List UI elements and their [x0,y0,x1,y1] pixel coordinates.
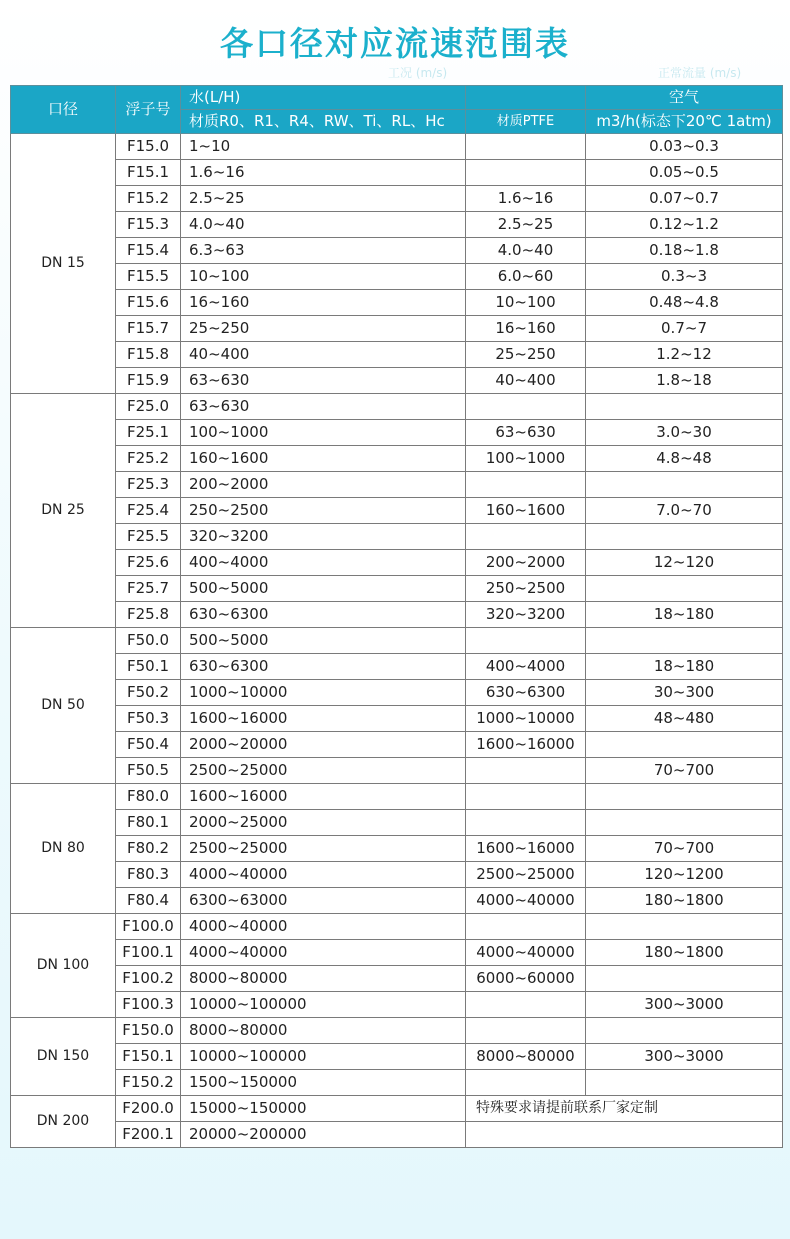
caliber-cell: DN 25 [11,394,116,628]
float-number-cell: F150.2 [116,1070,181,1096]
ptfe-range-cell [466,160,586,186]
water-range-cell: 1~10 [181,134,466,160]
water-range-cell: 2000~25000 [181,810,466,836]
water-range-cell: 2.5~25 [181,186,466,212]
air-range-cell: 180~1800 [586,940,783,966]
water-range-cell: 400~4000 [181,550,466,576]
float-number-cell: F15.1 [116,160,181,186]
caliber-cell: DN 200 [11,1096,116,1148]
air-range-cell: 0.48~4.8 [586,290,783,316]
caliber-cell: DN 80 [11,784,116,914]
water-range-cell: 160~1600 [181,446,466,472]
float-number-cell: F50.2 [116,680,181,706]
ptfe-range-cell: 4000~40000 [466,940,586,966]
table-row [11,212,783,238]
water-range-cell: 4000~40000 [181,862,466,888]
float-number-cell: F15.6 [116,290,181,316]
float-number-cell: F25.8 [116,602,181,628]
ptfe-range-cell: 250~2500 [466,576,586,602]
float-number-cell: F200.1 [116,1122,181,1148]
table-row [11,940,783,966]
float-number-cell: F15.5 [116,264,181,290]
table-row [11,758,783,784]
header-air: 空气 [586,86,783,110]
air-range-cell: 300~3000 [586,992,783,1018]
header-water: 水(L/H) [181,86,466,110]
table-row [11,784,783,810]
table-row [11,394,783,420]
caliber-cell: DN 100 [11,914,116,1018]
water-range-cell: 63~630 [181,368,466,394]
float-number-cell: F80.2 [116,836,181,862]
table-row [11,1018,783,1044]
water-range-cell: 630~6300 [181,602,466,628]
ptfe-range-cell: 1600~16000 [466,732,586,758]
table-row [11,342,783,368]
caliber-cell: DN 15 [11,134,116,394]
table-row [11,680,783,706]
float-number-cell: F15.2 [116,186,181,212]
water-range-cell: 63~630 [181,394,466,420]
ptfe-range-cell [466,524,586,550]
water-range-cell: 25~250 [181,316,466,342]
air-range-cell: 18~180 [586,602,783,628]
table-row [11,1122,783,1148]
ptfe-range-cell [466,914,586,940]
water-range-cell: 15000~150000 [181,1096,466,1122]
ptfe-range-cell: 400~4000 [466,654,586,680]
ptfe-range-cell: 63~630 [466,420,586,446]
ptfe-range-cell [466,394,586,420]
float-number-cell: F15.8 [116,342,181,368]
air-range-cell [586,784,783,810]
flow-range-table [10,85,783,1148]
air-range-cell: 70~700 [586,758,783,784]
water-range-cell: 6300~63000 [181,888,466,914]
air-range-cell [586,394,783,420]
air-range-cell: 0.18~1.8 [586,238,783,264]
ptfe-range-cell: 40~400 [466,368,586,394]
air-range-cell: 0.07~0.7 [586,186,783,212]
ptfe-range-cell: 630~6300 [466,680,586,706]
table-row [11,1044,783,1070]
table-row [11,992,783,1018]
water-range-cell: 500~5000 [181,576,466,602]
water-range-cell: 16~160 [181,290,466,316]
ptfe-range-cell [466,628,586,654]
air-range-cell: 0.7~7 [586,316,783,342]
table-row [11,888,783,914]
float-number-cell: F25.4 [116,498,181,524]
water-range-cell: 1600~16000 [181,784,466,810]
float-number-cell: F25.3 [116,472,181,498]
water-range-cell: 320~3200 [181,524,466,550]
table-row [11,576,783,602]
air-range-cell: 4.8~48 [586,446,783,472]
table-row [11,732,783,758]
water-range-cell: 1600~16000 [181,706,466,732]
air-range-cell: 120~1200 [586,862,783,888]
table-row [11,498,783,524]
water-range-cell: 2500~25000 [181,758,466,784]
float-number-cell: F15.9 [116,368,181,394]
ptfe-range-cell: 4.0~40 [466,238,586,264]
air-range-cell [586,1018,783,1044]
ptfe-range-cell: 2500~25000 [466,862,586,888]
air-range-cell: 30~300 [586,680,783,706]
ptfe-range-cell [466,134,586,160]
float-number-cell: F80.4 [116,888,181,914]
water-range-cell: 1000~10000 [181,680,466,706]
header-air-unit: m3/h(标态下20℃ 1atm) [586,110,783,134]
table-row [11,368,783,394]
header-float-no: 浮子号 [116,86,181,134]
air-range-cell [586,732,783,758]
table-row [11,628,783,654]
table-row [11,602,783,628]
header-ptfe: 材质PTFE [466,110,586,134]
table-row [11,238,783,264]
table-row [11,316,783,342]
ptfe-range-cell [466,810,586,836]
float-number-cell: F25.1 [116,420,181,446]
air-range-cell: 180~1800 [586,888,783,914]
table-row [11,160,783,186]
float-number-cell: F15.3 [116,212,181,238]
table-row [11,914,783,940]
water-range-cell: 4000~40000 [181,914,466,940]
water-range-cell: 500~5000 [181,628,466,654]
air-range-cell: 0.12~1.2 [586,212,783,238]
float-number-cell: F80.1 [116,810,181,836]
ptfe-range-cell: 100~1000 [466,446,586,472]
air-range-cell: 0.03~0.3 [586,134,783,160]
float-number-cell: F15.0 [116,134,181,160]
table-row [11,290,783,316]
ptfe-range-cell [466,758,586,784]
water-range-cell: 2500~25000 [181,836,466,862]
table-row [11,862,783,888]
water-range-cell: 2000~20000 [181,732,466,758]
float-number-cell: F25.6 [116,550,181,576]
float-number-cell: F50.5 [116,758,181,784]
water-range-cell: 8000~80000 [181,1018,466,1044]
ptfe-range-cell: 6.0~60 [466,264,586,290]
water-range-cell: 10000~100000 [181,992,466,1018]
ptfe-range-cell: 6000~60000 [466,966,586,992]
air-range-cell [586,628,783,654]
table-row [11,706,783,732]
table-row [11,446,783,472]
air-range-cell [586,914,783,940]
air-range-cell: 1.2~12 [586,342,783,368]
ptfe-range-cell [466,1070,586,1096]
air-range-cell: 3.0~30 [586,420,783,446]
table-row [11,472,783,498]
table-row [11,134,783,160]
ptfe-range-cell: 4000~40000 [466,888,586,914]
header-blank [466,86,586,110]
water-range-cell: 250~2500 [181,498,466,524]
water-range-cell: 10000~100000 [181,1044,466,1070]
air-range-cell [586,576,783,602]
air-range-cell: 300~3000 [586,1044,783,1070]
table-row [11,420,783,446]
special-note-cell: 特殊要求请提前联系厂家定制 [466,1096,783,1122]
table-row [11,1070,783,1096]
water-range-cell: 1.6~16 [181,160,466,186]
table-row [11,836,783,862]
float-number-cell: F200.0 [116,1096,181,1122]
air-range-cell: 0.05~0.5 [586,160,783,186]
ptfe-range-cell: 1600~16000 [466,836,586,862]
float-number-cell: F25.0 [116,394,181,420]
air-range-cell: 18~180 [586,654,783,680]
float-number-cell: F25.5 [116,524,181,550]
caliber-cell: DN 150 [11,1018,116,1096]
water-range-cell: 630~6300 [181,654,466,680]
water-range-cell: 6.3~63 [181,238,466,264]
ptfe-range-cell: 10~100 [466,290,586,316]
air-range-cell [586,810,783,836]
table-header [11,86,783,134]
table-row [11,1096,783,1122]
ptfe-range-cell: 160~1600 [466,498,586,524]
float-number-cell: F50.1 [116,654,181,680]
water-range-cell: 200~2000 [181,472,466,498]
float-number-cell: F100.2 [116,966,181,992]
water-range-cell: 10~100 [181,264,466,290]
ptfe-range-cell: 320~3200 [466,602,586,628]
air-range-cell [586,1070,783,1096]
air-range-cell: 7.0~70 [586,498,783,524]
water-range-cell: 4000~40000 [181,940,466,966]
float-number-cell: F50.4 [116,732,181,758]
header-caliber: 口径 [11,86,116,134]
float-number-cell: F150.1 [116,1044,181,1070]
ptfe-range-cell: 200~2000 [466,550,586,576]
ptfe-range-cell: 1.6~16 [466,186,586,212]
ptfe-range-cell: 1000~10000 [466,706,586,732]
table-row [11,524,783,550]
air-range-cell [586,966,783,992]
float-number-cell: F80.0 [116,784,181,810]
ghost-label-right: 正常流量 (m/s) [658,66,742,80]
table-row [11,654,783,680]
float-number-cell: F150.0 [116,1018,181,1044]
table-body [11,134,783,1148]
water-range-cell: 8000~80000 [181,966,466,992]
ptfe-range-cell: 25~250 [466,342,586,368]
water-range-cell: 20000~200000 [181,1122,466,1148]
float-number-cell: F25.2 [116,446,181,472]
air-range-cell: 48~480 [586,706,783,732]
ptfe-range-cell [466,1018,586,1044]
float-number-cell: F100.3 [116,992,181,1018]
float-number-cell: F100.0 [116,914,181,940]
ghost-label-left: 工况 (m/s) [388,66,448,80]
air-range-cell [586,524,783,550]
table-row [11,264,783,290]
float-number-cell: F100.1 [116,940,181,966]
header-water-material: 材质R0、R1、R4、RW、Ti、RL、Hc [181,110,466,134]
ptfe-range-cell: 16~160 [466,316,586,342]
table-row [11,810,783,836]
page-title: 各口径对应流速范围表 [220,24,570,63]
table-row [11,550,783,576]
float-number-cell: F50.3 [116,706,181,732]
caliber-cell: DN 50 [11,628,116,784]
float-number-cell: F25.7 [116,576,181,602]
water-range-cell: 1500~150000 [181,1070,466,1096]
ptfe-range-cell: 8000~80000 [466,1044,586,1070]
water-range-cell: 40~400 [181,342,466,368]
air-range-cell: 70~700 [586,836,783,862]
float-number-cell: F50.0 [116,628,181,654]
air-range-cell: 0.3~3 [586,264,783,290]
empty-cell [466,1122,783,1148]
air-range-cell [586,472,783,498]
ptfe-range-cell [466,784,586,810]
ptfe-range-cell [466,992,586,1018]
water-range-cell: 100~1000 [181,420,466,446]
air-range-cell: 12~120 [586,550,783,576]
table-row [11,966,783,992]
ptfe-range-cell: 2.5~25 [466,212,586,238]
water-range-cell: 4.0~40 [181,212,466,238]
ptfe-range-cell [466,472,586,498]
float-number-cell: F80.3 [116,862,181,888]
air-range-cell: 1.8~18 [586,368,783,394]
table-row [11,186,783,212]
float-number-cell: F15.7 [116,316,181,342]
float-number-cell: F15.4 [116,238,181,264]
